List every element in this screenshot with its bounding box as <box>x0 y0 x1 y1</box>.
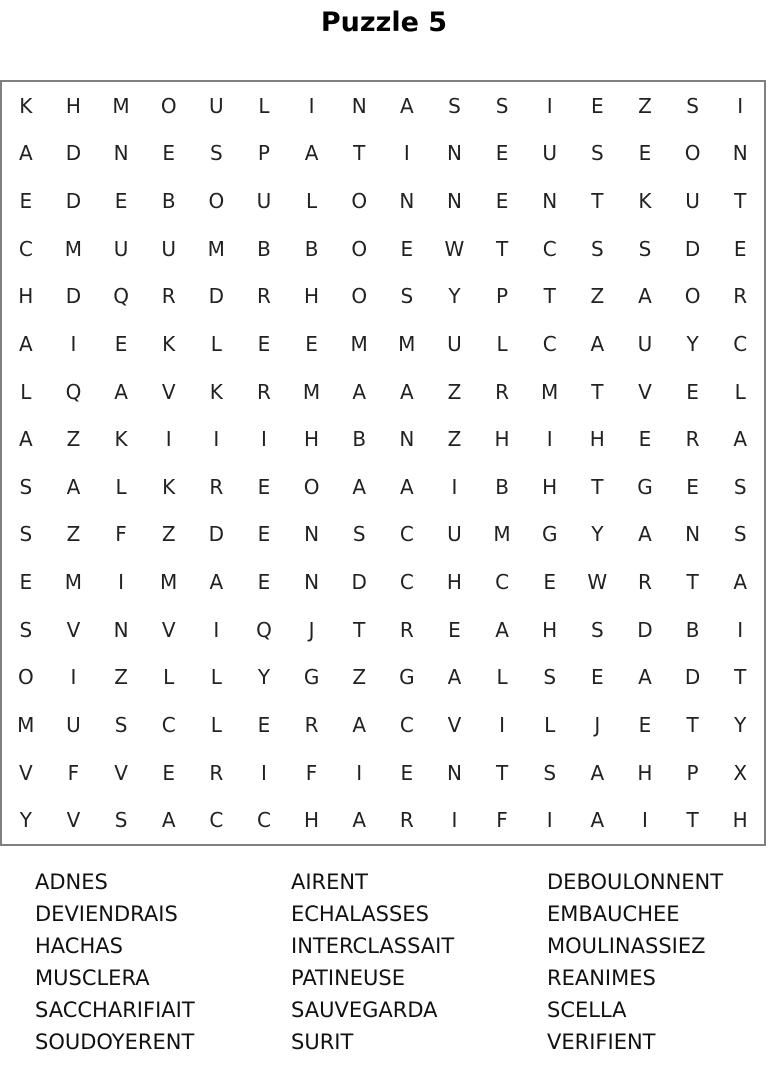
grid-cell: M <box>350 331 368 356</box>
grid-cell: H <box>494 427 510 452</box>
grid-cell: S <box>19 617 33 642</box>
grid-cell: I <box>308 93 315 118</box>
grid-cell: S <box>352 522 366 547</box>
grid-cell: I <box>737 93 744 118</box>
grid-cell: W <box>587 570 608 595</box>
grid-cell: H <box>637 760 653 785</box>
grid-cell: L <box>258 93 270 118</box>
grid-cell: H <box>18 284 34 309</box>
grid-cell: M <box>398 331 416 356</box>
grid-cell: S <box>19 474 33 499</box>
grid-cell: M <box>207 236 225 261</box>
grid-cell: E <box>305 331 318 356</box>
grid-cell: A <box>304 141 319 166</box>
word-list-item: SACCHARIFIAIT <box>35 998 195 1022</box>
grid-cell: M <box>541 379 559 404</box>
grid-cell: I <box>213 427 220 452</box>
grid-cell: J <box>594 712 601 737</box>
grid-cell: A <box>18 141 33 166</box>
grid-cell: D <box>65 141 82 166</box>
grid-cell: E <box>162 760 175 785</box>
grid-cell: D <box>684 665 701 690</box>
grid-cell: N <box>399 427 415 452</box>
grid-cell: K <box>638 189 652 214</box>
grid-cell: E <box>495 189 509 214</box>
grid-cell: A <box>638 284 652 309</box>
grid-cell: I <box>451 808 458 833</box>
grid-cell: I <box>499 712 506 737</box>
grid-cell: R <box>209 474 224 499</box>
grid-cell: A <box>161 808 176 833</box>
word-list-item: REANIMES <box>547 966 656 990</box>
grid-cell: Z <box>352 665 367 690</box>
grid-cell: A <box>733 427 748 452</box>
grid-cell: U <box>208 93 224 118</box>
grid-cell: N <box>113 617 129 642</box>
grid-cell: T <box>353 617 366 642</box>
grid-cell: N <box>304 522 320 547</box>
grid-cell: A <box>66 474 81 499</box>
grid-cell: R <box>733 284 748 309</box>
grid-cell: Y <box>686 331 699 356</box>
grid-cell: E <box>590 665 604 690</box>
grid-cell: V <box>66 617 81 642</box>
grid-cell: D <box>65 189 82 214</box>
grid-cell: E <box>495 141 509 166</box>
grid-cell: E <box>19 570 33 595</box>
grid-cell: M <box>64 570 83 595</box>
grid-cell: C <box>542 236 557 261</box>
grid-cell: A <box>18 331 33 356</box>
grid-cell: I <box>546 808 553 833</box>
grid-cell: O <box>351 189 368 214</box>
grid-cell: L <box>210 665 222 690</box>
grid-cell: R <box>209 760 224 785</box>
grid-cell: E <box>590 93 604 118</box>
grid-cell: D <box>65 284 82 309</box>
grid-cell: C <box>399 522 414 547</box>
word-list-item: MOULINASSIEZ <box>547 934 706 958</box>
grid-cell: I <box>70 331 77 356</box>
grid-cell: Y <box>591 522 604 547</box>
grid-cell: L <box>210 331 222 356</box>
grid-cell: Z <box>161 522 176 547</box>
grid-cell: A <box>114 379 128 404</box>
grid-cell: R <box>304 712 319 737</box>
grid-cell: N <box>685 522 701 547</box>
word-list-item: EMBAUCHEE <box>547 902 680 926</box>
grid-cell: S <box>114 712 128 737</box>
grid-cell: X <box>733 760 748 785</box>
grid-cell: N <box>732 141 748 166</box>
grid-cell: H <box>65 93 81 118</box>
word-list-item: SCELLA <box>547 998 627 1022</box>
grid-cell: L <box>210 712 222 737</box>
grid-cell: L <box>734 379 746 404</box>
grid-cell: E <box>114 189 128 214</box>
word-list-item: AIRENT <box>291 870 368 894</box>
grid-cell: U <box>637 331 653 356</box>
grid-cell: A <box>447 665 462 690</box>
grid-cell: B <box>495 474 509 499</box>
word-list-item: PATINEUSE <box>291 966 406 990</box>
grid-cell: Z <box>66 427 81 452</box>
word-list-item: HACHAS <box>35 934 123 958</box>
grid-cell: N <box>351 93 367 118</box>
grid-cell: L <box>305 189 318 214</box>
grid-cell: U <box>542 141 557 166</box>
grid-cell: Q <box>113 284 129 309</box>
grid-cell: A <box>590 808 605 833</box>
word-list <box>0 866 768 1066</box>
grid-cell: M <box>17 712 35 737</box>
grid-cell: A <box>209 570 224 595</box>
grid-cell: R <box>399 617 414 642</box>
word-column-3 <box>547 866 723 1058</box>
grid-cell: Z <box>66 522 81 547</box>
word-column-1 <box>35 866 195 1058</box>
grid-cell: A <box>399 379 414 404</box>
word-list-item: ADNES <box>35 870 108 894</box>
grid-cell: A <box>638 522 652 547</box>
word-list-item: INTERCLASSAIT <box>291 934 455 958</box>
grid-cell: E <box>400 236 414 261</box>
grid-cell: A <box>590 331 605 356</box>
grid-cell: I <box>546 427 553 452</box>
grid-cell: E <box>19 189 33 214</box>
grid-cell: O <box>684 284 701 309</box>
grid-cell: T <box>686 570 699 595</box>
grid-cell: Z <box>638 93 652 118</box>
grid-cell: A <box>352 712 367 737</box>
grid-cell: G <box>637 474 653 499</box>
grid-cell: B <box>685 617 700 642</box>
grid-cell: N <box>542 189 558 214</box>
grid-cell: V <box>638 379 652 404</box>
grid-cell: O <box>684 141 701 166</box>
grid-cell: A <box>352 808 367 833</box>
grid-cell: G <box>303 665 320 690</box>
grid-cell: Y <box>257 665 271 690</box>
grid-cell: G <box>399 665 415 690</box>
grid-cell: U <box>113 236 129 261</box>
grid-cell: S <box>590 236 604 261</box>
grid-cell: B <box>161 189 176 214</box>
grid-cell: A <box>352 379 367 404</box>
grid-cell: D <box>351 570 367 595</box>
grid-cell: I <box>451 474 458 499</box>
grid-cell: F <box>115 522 127 547</box>
grid-cell: D <box>208 284 225 309</box>
grid-cell: I <box>260 760 267 785</box>
grid-cell: T <box>495 760 509 785</box>
word-list-item: MUSCLERA <box>35 966 150 990</box>
grid-cell: V <box>114 760 128 785</box>
grid-cell: R <box>256 379 271 404</box>
grid-cell: K <box>19 93 33 118</box>
grid-cell: Y <box>448 284 461 309</box>
grid-cell: Y <box>734 712 747 737</box>
grid-cell: C <box>495 570 510 595</box>
grid-cell: V <box>161 379 176 404</box>
grid-cell: F <box>67 760 80 785</box>
grid-cell: S <box>543 665 557 690</box>
grid-cell: E <box>686 379 699 404</box>
word-list-item: DEVIENDRAIS <box>35 902 178 926</box>
grid-cell: C <box>209 808 224 833</box>
grid-cell: U <box>447 522 462 547</box>
grid-cell: N <box>399 189 415 214</box>
grid-cell: M <box>302 379 321 404</box>
grid-cell: E <box>638 712 652 737</box>
grid-cell: Z <box>447 379 462 404</box>
grid-cell: I <box>118 570 125 595</box>
grid-cell: I <box>213 617 220 642</box>
grid-cell: E <box>257 522 271 547</box>
grid-cell: P <box>686 760 699 785</box>
grid-cell: E <box>733 236 747 261</box>
grid-cell: R <box>399 808 414 833</box>
grid-cell: T <box>686 712 699 737</box>
grid-cell: A <box>733 570 748 595</box>
word-list-item: SURIT <box>291 1030 354 1054</box>
grid-cell: M <box>160 570 178 595</box>
grid-cell: Z <box>114 665 128 690</box>
grid-cell: I <box>356 760 363 785</box>
grid-cell: S <box>543 760 557 785</box>
grid-cell: E <box>686 474 699 499</box>
grid-cell: O <box>17 665 34 690</box>
puzzle-title: Puzzle 5 <box>320 7 448 38</box>
grid-cell: U <box>447 331 462 356</box>
grid-cell: E <box>114 331 128 356</box>
grid-cell: Y <box>19 808 32 833</box>
grid-cell: A <box>638 665 652 690</box>
grid-cell: T <box>591 189 604 214</box>
grid-cell: D <box>208 522 225 547</box>
grid-cell: V <box>447 712 462 737</box>
grid-cell: T <box>591 474 604 499</box>
grid-cell: S <box>400 284 414 309</box>
word-column-2 <box>291 866 454 1058</box>
word-list-item: SOUDOYERENT <box>35 1030 195 1054</box>
grid-cell: A <box>18 427 33 452</box>
grid-cell: E <box>257 712 271 737</box>
word-list-item: ECHALASSES <box>291 902 429 926</box>
grid-cell: H <box>542 617 558 642</box>
grid-cell: R <box>685 427 700 452</box>
grid-cell: O <box>303 474 320 499</box>
grid-cell: C <box>256 808 271 833</box>
grid-cell: N <box>304 570 320 595</box>
grid-cell: L <box>20 379 32 404</box>
grid-cell: S <box>686 93 699 118</box>
grid-cell: C <box>161 712 176 737</box>
grid-cell: Q <box>256 617 272 642</box>
grid-cell: E <box>257 474 271 499</box>
grid-cell: S <box>733 522 747 547</box>
grid-cell: E <box>543 570 556 595</box>
grid-cell: C <box>542 331 557 356</box>
grid-cell: N <box>446 760 462 785</box>
grid-cell: O <box>351 284 368 309</box>
grid-cell: H <box>589 427 605 452</box>
grid-cell: C <box>399 712 414 737</box>
grid-cell: G <box>541 522 558 547</box>
grid-cell: O <box>208 189 225 214</box>
grid-cell: A <box>399 474 414 499</box>
grid-cell: D <box>684 236 701 261</box>
grid-cell: E <box>448 617 461 642</box>
grid-cell: M <box>64 236 83 261</box>
word-list-item: VERIFIENT <box>547 1030 656 1054</box>
grid-cell: I <box>641 808 648 833</box>
grid-cell: V <box>18 760 33 785</box>
grid-cell: I <box>546 93 553 118</box>
grid-cell: Z <box>590 284 605 309</box>
letter-grid <box>0 80 766 846</box>
grid-cell: A <box>590 760 605 785</box>
grid-cell: C <box>399 570 414 595</box>
grid-cell: O <box>160 93 177 118</box>
grid-cell: R <box>637 570 652 595</box>
grid-cell: U <box>66 712 81 737</box>
grid-cell: S <box>733 474 747 499</box>
grid-cell: N <box>446 141 462 166</box>
grid-cell: H <box>542 474 558 499</box>
grid-cell: M <box>493 522 511 547</box>
grid-cell: H <box>304 284 320 309</box>
grid-cell: V <box>66 808 81 833</box>
grid-cell: T <box>543 284 556 309</box>
grid-cell: S <box>448 93 461 118</box>
grid-cell: L <box>163 665 175 690</box>
grid-cell: L <box>115 474 127 499</box>
grid-cell: E <box>257 570 271 595</box>
grid-cell: C <box>18 236 33 261</box>
grid-cell: I <box>165 427 172 452</box>
grid-cell: E <box>162 141 175 166</box>
grid-cell: Q <box>65 379 82 404</box>
grid-cell: S <box>638 236 652 261</box>
grid-cell: K <box>209 379 223 404</box>
grid-cell: M <box>112 93 130 118</box>
grid-cell: N <box>446 189 462 214</box>
grid-cell: K <box>114 427 128 452</box>
word-list-item: SAUVEGARDA <box>291 998 438 1022</box>
grid-cell: A <box>495 617 509 642</box>
grid-cell: A <box>352 474 367 499</box>
grid-cell: S <box>590 141 604 166</box>
grid-cell: S <box>495 93 509 118</box>
grid-cell: S <box>590 617 604 642</box>
grid-cell: U <box>685 189 700 214</box>
grid-cell: L <box>496 665 508 690</box>
grid-cell: D <box>637 617 653 642</box>
grid-cell: E <box>257 331 271 356</box>
grid-cell: E <box>638 141 652 166</box>
grid-cell: B <box>304 236 319 261</box>
grid-cell: J <box>308 617 315 642</box>
grid-cell: L <box>544 712 556 737</box>
grid-cell: V <box>161 617 176 642</box>
grid-cell: E <box>400 760 414 785</box>
grid-cell: E <box>638 427 652 452</box>
grid-cell: A <box>399 93 414 118</box>
grid-cell: F <box>305 760 318 785</box>
grid-cell: O <box>351 236 368 261</box>
grid-cell: T <box>591 379 604 404</box>
grid-cell: R <box>161 284 176 309</box>
grid-cell: N <box>113 141 129 166</box>
grid-cell: L <box>496 331 508 356</box>
grid-cell: R <box>256 284 271 309</box>
grid-cell: S <box>114 808 128 833</box>
grid-cell: H <box>304 427 320 452</box>
grid-cell: T <box>734 189 747 214</box>
word-list-item: DEBOULONNENT <box>547 870 724 894</box>
grid-cell: T <box>353 141 366 166</box>
grid-cell: H <box>446 570 462 595</box>
grid-cell: I <box>737 617 744 642</box>
grid-cell: I <box>403 141 410 166</box>
grid-cell: B <box>352 427 367 452</box>
grid-cell: F <box>496 808 508 833</box>
grid-cell: T <box>686 808 699 833</box>
grid-cell: K <box>162 474 176 499</box>
grid-cell: I <box>70 665 77 690</box>
grid-cell: W <box>444 236 465 261</box>
grid-cell: C <box>733 331 748 356</box>
grid-cell: I <box>260 427 267 452</box>
grid-cell: H <box>732 808 748 833</box>
grid-cell: R <box>495 379 510 404</box>
grid-cell: S <box>209 141 223 166</box>
grid-cell: S <box>19 522 33 547</box>
grid-cell: T <box>734 665 747 690</box>
grid-cell: P <box>496 284 509 309</box>
grid-cell: U <box>161 236 176 261</box>
grid-cell: P <box>257 141 270 166</box>
grid-cell: T <box>495 236 509 261</box>
grid-cell: K <box>162 331 176 356</box>
grid-cell: H <box>304 808 320 833</box>
grid-cell: U <box>256 189 272 214</box>
grid-cell: Z <box>447 427 462 452</box>
grid-cell: B <box>257 236 271 261</box>
